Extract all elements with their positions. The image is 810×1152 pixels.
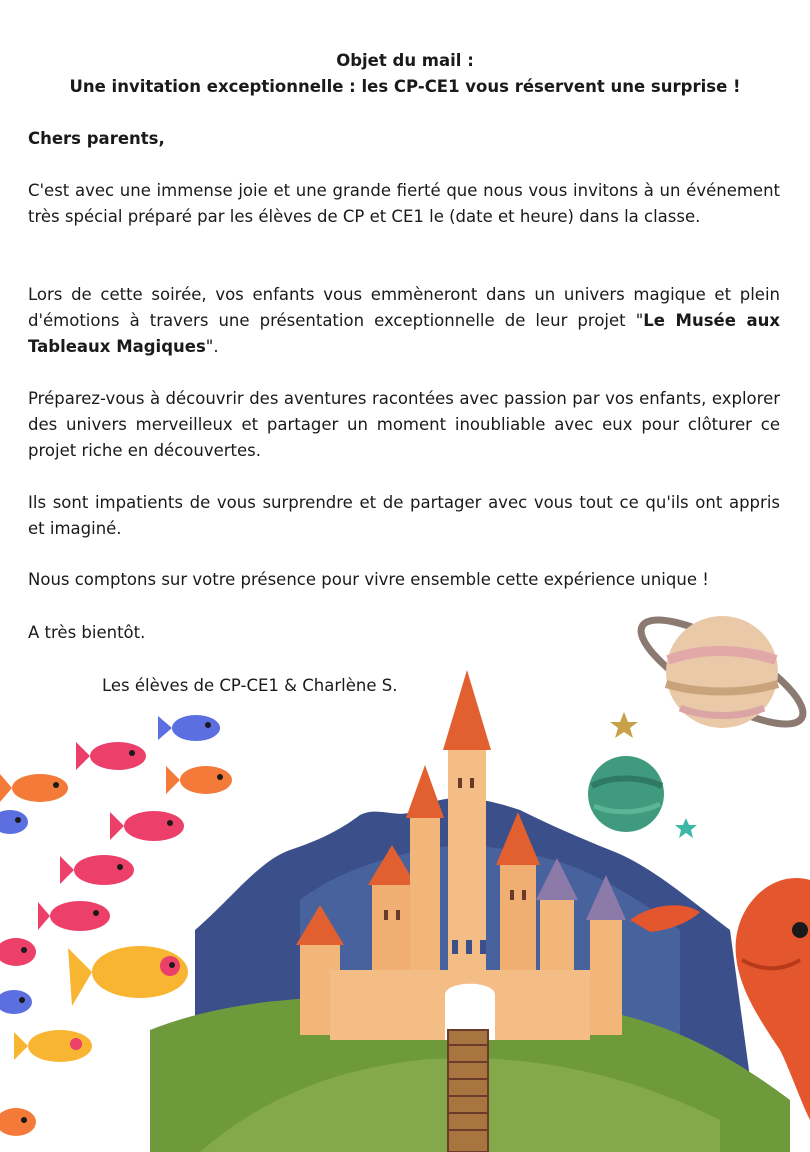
fish-icon [0,990,32,1014]
paragraph-evening-end: ". [205,337,219,356]
fish-icon [14,1030,92,1062]
paragraph-adventures: Préparez-vous à découvrir des aventures racontées avec passion par vos enfants, explorer des univers merveilleux et partager un moment inoubliable avec eux pour clôturer ce projet riche en découvertes. [28,389,780,460]
fish-icon [68,946,188,1006]
fish-icon [0,774,68,802]
green-planet-icon [588,756,664,832]
staircase [448,1030,488,1152]
email-subject [0,48,810,100]
fish-icon [0,1108,36,1136]
paragraph-presence: Nous comptons sur votre présence pour vivre ensemble cette expérience unique ! [28,570,709,589]
subject-line: Une invitation exceptionnelle : les CP-CE1 vous réservent une surprise ! [69,77,741,96]
fish-icon [166,766,232,794]
teal-star-icon [675,818,697,838]
paragraph-invitation: C'est avec une immense joie et une grande fierté que nous vous invitons à un événement très spécial préparé par les élèves de CP et CE1 le (date et heure) dans la classe. [28,181,780,226]
fish-icon [60,855,134,885]
fish-icon [110,811,184,841]
paragraph-impatient: Ils sont impatients de vous surprendre et de partager avec vous tout ce qu'ils ont appris et imaginé. [28,493,780,538]
closing-line: A très bientôt. [28,623,146,642]
fish-icon [76,742,146,770]
gold-star-icon [610,712,638,738]
greeting: Chers parents, [28,129,165,148]
signature: Les élèves de CP-CE1 & Charlène S. [102,676,398,695]
subject-label: Objet du mail : [336,51,474,70]
paragraph-evening-text: Lors de cette soirée, vos enfants vous emmèneront dans un univers magique et plein d'émotions à travers une présentation exceptionnelle de leur projet " [28,285,780,330]
fish-icon [0,938,36,966]
ringed-planet-icon [628,602,810,742]
magic-illustration [0,600,810,1152]
fish-icon [158,715,220,741]
paragraph-evening [28,282,780,360]
fish-icon [0,810,28,834]
fish-icon [38,901,110,931]
project-name: Le Musée aux Tableaux Magiques [28,311,780,356]
